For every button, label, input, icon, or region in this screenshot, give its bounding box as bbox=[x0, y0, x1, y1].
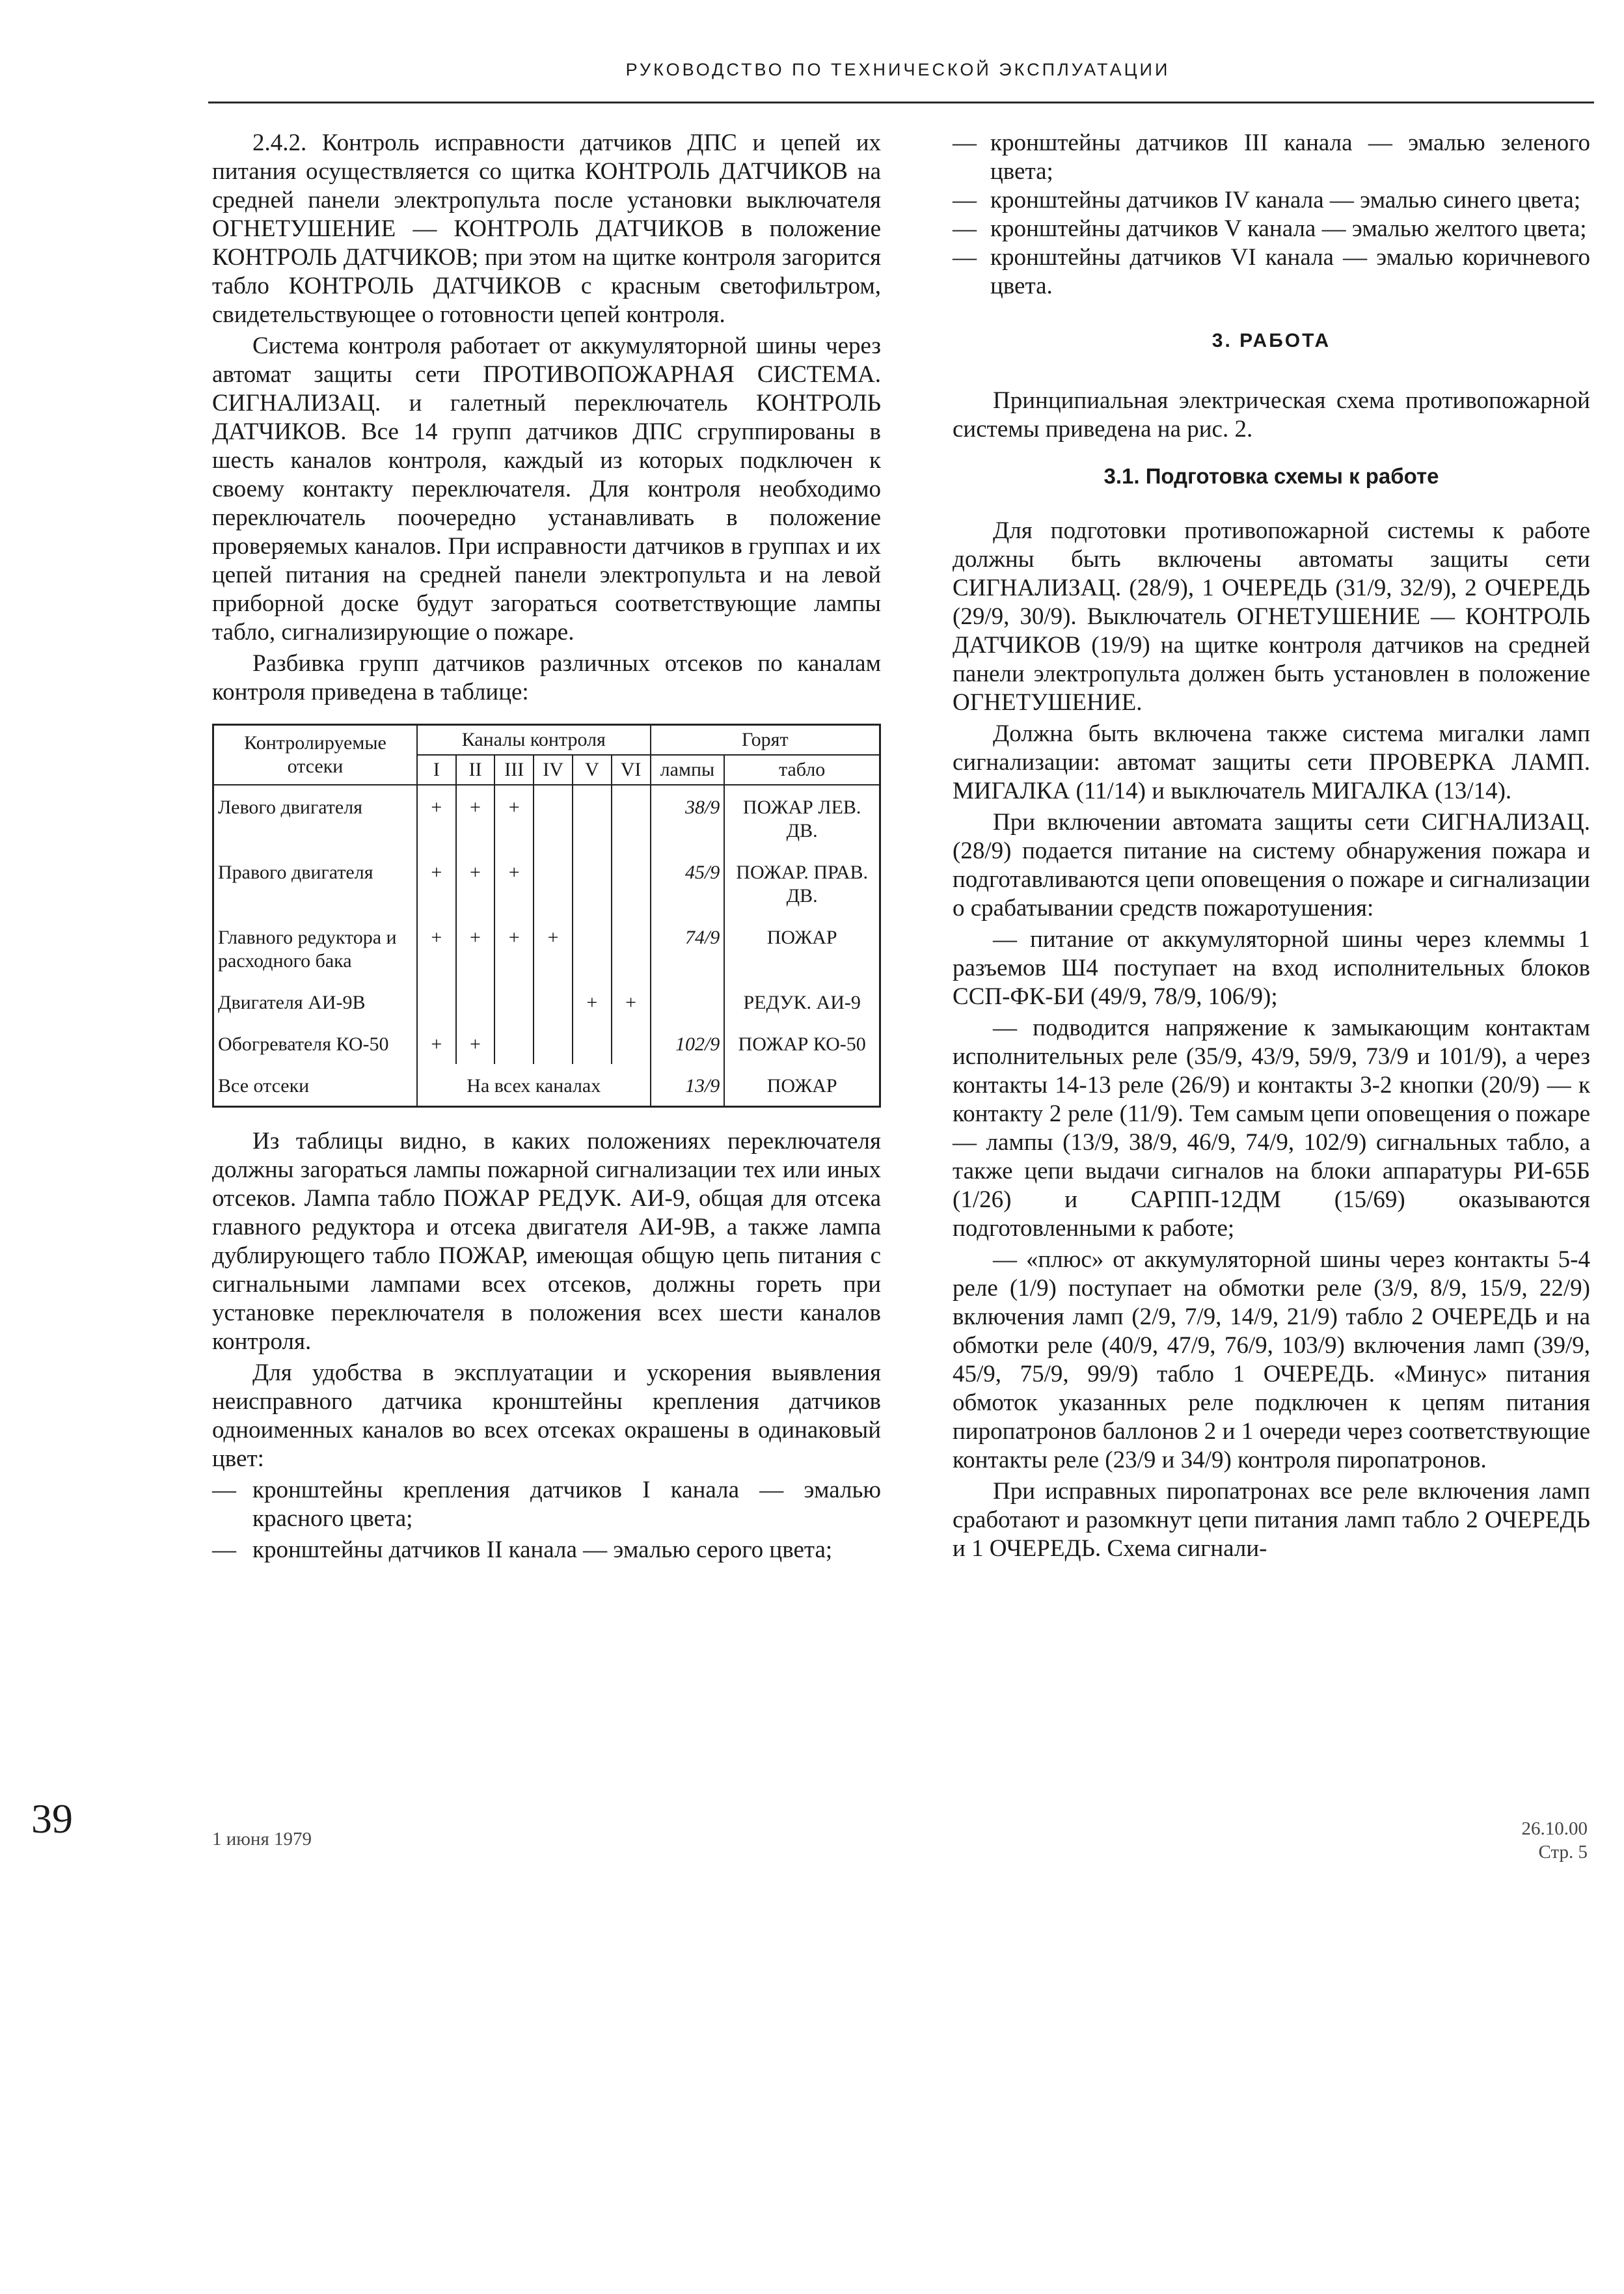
row-mark: + bbox=[494, 785, 534, 851]
row-mark bbox=[573, 916, 612, 981]
paragraph: — «плюс» от аккумуляторной шины через контакты 5-4 реле (1/9) поступает на обмотки реле (3/9, 8/9, 15/9, 22/9) включения ламп (2/9, 7/9, 14/9, 21/9) табло 2 ОЧЕРЕДЬ и на обмотки реле (40/9, 47/9, 76/9, 103/9) включения ламп (39/9, 45/9, 75/9, 99/9) табло 1 ОЧЕРЕДЬ. «Минус» питания обмоток указанных реле подключен к цепям питания пиропатронов баллонов 2 и 1 очереди через соответствующие контакты реле (23/9 и 34/9) контроля пиропатронов. bbox=[953, 1246, 1590, 1473]
row-tablo: ПОЖАР bbox=[724, 916, 880, 981]
row-mark bbox=[494, 1022, 534, 1064]
row-name: Главного редуктора и расходного бака bbox=[213, 916, 418, 981]
row-tablo: ПОЖАР ЛЕВ. ДВ. bbox=[724, 785, 880, 851]
row-mark bbox=[573, 785, 612, 851]
row-mark bbox=[612, 851, 651, 916]
row-mark: + bbox=[456, 851, 495, 916]
row-lamp: 102/9 bbox=[651, 1022, 725, 1064]
row-mark bbox=[534, 1022, 573, 1064]
row-mark bbox=[534, 981, 573, 1022]
dash-item: — кронштейны датчиков V канала — эмалью желтого цвета; bbox=[953, 215, 1590, 243]
paragraph-table-conclusion: Из таблицы видно, в каких положениях переключателя должны загораться лампы пожарной сигнализации тех или иных отсеков. Лампа табло ПОЖАР РЕДУК. АИ-9, общая для отсека главного редуктора и отсека двигателя АИ-9В, а также лампа дублирующего табло ПОЖАР, имеющая общую цепь питания с сигнальными лампами всех отсеков, должны гореть при установке переключателя в положения всех шести каналов контроля. bbox=[212, 1128, 881, 1355]
row-mark bbox=[417, 981, 456, 1022]
section-title: 3. РАБОТА bbox=[1211, 330, 1331, 351]
paragraph: При включении автомата защиты сети СИГНАЛИЗАЦ. (28/9) подается питание на систему обнаружения пожара и подготавливаются цепи оповещения о пожаре и сигнализации о срабатывании средств пожаротушения: bbox=[953, 809, 1590, 922]
row-lamp: 38/9 bbox=[651, 785, 725, 851]
table-row-all bbox=[213, 1064, 880, 1107]
row-tablo: ПОЖАР bbox=[724, 1064, 880, 1107]
section-intro: Принципиальная электрическая схема противопожарной системы приведена на рис. 2. bbox=[953, 387, 1590, 443]
paragraph-bracket-colors: Для удобства в эксплуатации и ускорения выявления неисправного датчика кронштейны крепления датчиков одноименных каналов во всех отсеках окрашены в одинаковый цвет: bbox=[212, 1359, 881, 1472]
dash-item: — кронштейны датчиков VI канала — эмалью коричневого цвета. bbox=[953, 243, 1590, 301]
row-mark bbox=[456, 981, 495, 1022]
paragraph-2-4-2: 2.4.2. Контроль исправности датчиков ДПС и цепей их питания осуществляется со щитка КОНТРОЛЬ ДАТЧИКОВ на средней панели электропульта после установки выключателя ОГНЕТУШЕНИЕ — КОНТРОЛЬ ДАТЧИКОВ в положение КОНТРОЛЬ ДАТЧИКОВ; при этом на щитке контроля загорится табло КОНТРОЛЬ ДАТЧИКОВ с красным светофильтром, свидетельствующее о готовности цепей контроля. bbox=[212, 130, 881, 328]
subsection-title: 3.1. Подготовка схемы к работе bbox=[1103, 464, 1439, 488]
header-rule bbox=[208, 102, 1594, 103]
row-mark bbox=[612, 916, 651, 981]
footer-page-info bbox=[1522, 1817, 1588, 1864]
header-channel-3: III bbox=[494, 755, 534, 785]
paragraph: — питание от аккумуляторной шины через клеммы 1 разъемов Ш4 поступает на вход исполнительных блоков ССП-ФК-БИ (49/9, 78/9, 106/9); bbox=[953, 926, 1590, 1010]
paragraph: При исправных пиропатронах все реле включения ламп сработают и разомкнут цепи питания ламп табло 2 ОЧЕРЕДЬ и 1 ОЧЕРЕДЬ. Схема сигнали- bbox=[953, 1478, 1590, 1562]
row-name: Правого двигателя bbox=[213, 851, 418, 916]
row-name: Левого двигателя bbox=[213, 785, 418, 851]
paragraph: Должна быть включена также система мигалки ламп сигнализации: автомат защиты сети ПРОВЕРКА ЛАМП. МИГАЛКА (11/14) и выключатель МИГАЛКА (13/14). bbox=[953, 720, 1590, 804]
row-mark: + bbox=[494, 851, 534, 916]
paragraph: Для подготовки противопожарной системы к работе должны быть включены автоматы защиты сети СИГНАЛИЗАЦ. (28/9), 1 ОЧЕРЕДЬ (31/9, 32/9), 2 ОЧЕРЕДЬ (29/9, 30/9). Выключатель ОГНЕТУШЕНИЕ — КОНТРОЛЬ ДАТЧИКОВ (19/9) на щитке контроля датчиков на средней панели электропульта должен быть установлен в положение ОГНЕТУШЕНИЕ. bbox=[953, 517, 1590, 716]
row-mark: + bbox=[456, 916, 495, 981]
header-channel-6: VI bbox=[612, 755, 651, 785]
row-mark bbox=[612, 785, 651, 851]
row-all-channels: На всех каналах bbox=[417, 1064, 650, 1107]
table-row bbox=[213, 851, 880, 916]
row-mark: + bbox=[494, 916, 534, 981]
footer-page-number: Стр. 5 bbox=[1538, 1842, 1588, 1863]
row-mark: + bbox=[456, 1022, 495, 1064]
paragraph-table-intro: Разбивка групп датчиков различных отсеков по каналам контроля приведена в таблице: bbox=[212, 650, 881, 705]
table-row bbox=[213, 785, 880, 851]
header-channels: Каналы контроля bbox=[417, 725, 650, 756]
paragraph: — подводится напряжение к замыкающим контактам исполнительных реле (35/9, 43/9, 59/9, 73/9 и 101/9), а через контакты 14-13 реле (26/9) и контакты 3-2 кнопки (20/9) — к контакту 2 реле (11/9). Тем самым цепи оповещения о пожаре — лампы (13/9, 38/9, 46/9, 74/9, 102/9) сигнальных табло, а также цепи выдачи сигналов на блоки аппаратуры РИ-65Б (1/26) и САРПП-12ДМ (15/69) оказываются подготовленными к работе; bbox=[953, 1015, 1590, 1242]
table-row bbox=[213, 981, 880, 1022]
header-tablo: табло bbox=[724, 755, 880, 785]
row-lamp: 45/9 bbox=[651, 851, 725, 916]
header-compartments: Контролируемые отсеки bbox=[213, 725, 418, 785]
row-name: Все отсеки bbox=[213, 1064, 418, 1107]
header-lit: Горят bbox=[651, 725, 880, 756]
left-column bbox=[212, 129, 881, 1567]
row-mark: + bbox=[417, 851, 456, 916]
footer-doc-code: 26.10.00 bbox=[1521, 1818, 1588, 1839]
row-mark bbox=[573, 851, 612, 916]
row-tablo: РЕДУК. АИ-9 bbox=[724, 981, 880, 1022]
row-tablo: ПОЖАР. ПРАВ. ДВ. bbox=[724, 851, 880, 916]
row-mark bbox=[612, 1022, 651, 1064]
row-mark bbox=[573, 1022, 612, 1064]
channel-table bbox=[212, 724, 881, 1108]
row-lamp: 74/9 bbox=[651, 916, 725, 981]
row-name: Двигателя АИ-9В bbox=[213, 981, 418, 1022]
handwritten-page-number: 39 bbox=[31, 1796, 73, 1842]
row-mark: + bbox=[417, 785, 456, 851]
table-row bbox=[213, 1022, 880, 1064]
row-lamp bbox=[651, 981, 725, 1022]
row-lamp: 13/9 bbox=[651, 1064, 725, 1107]
row-name: Обогревателя КО-50 bbox=[213, 1022, 418, 1064]
header-lamps: лампы bbox=[651, 755, 725, 785]
row-mark bbox=[534, 785, 573, 851]
page-header: РУКОВОДСТВО ПО ТЕХНИЧЕСКОЙ ЭКСПЛУАТАЦИИ bbox=[625, 60, 1171, 79]
header-channel-5: V bbox=[573, 755, 612, 785]
row-mark: + bbox=[534, 916, 573, 981]
row-mark: + bbox=[417, 916, 456, 981]
header-channel-4: IV bbox=[534, 755, 573, 785]
row-mark: + bbox=[456, 785, 495, 851]
right-column bbox=[953, 129, 1590, 1566]
row-mark bbox=[534, 851, 573, 916]
row-tablo: ПОЖАР КО-50 bbox=[724, 1022, 880, 1064]
row-mark: + bbox=[573, 981, 612, 1022]
dash-item: — кронштейны датчиков II канала — эмалью серого цвета; bbox=[212, 1536, 881, 1564]
footer-date: 1 июня 1979 bbox=[212, 1829, 312, 1850]
dash-item: — кронштейны датчиков III канала — эмалью зеленого цвета; bbox=[953, 129, 1590, 186]
table-header-row bbox=[213, 725, 880, 756]
row-mark: + bbox=[417, 1022, 456, 1064]
header-channel-2: II bbox=[456, 755, 495, 785]
dash-item: — кронштейны датчиков IV канала — эмалью синего цвета; bbox=[953, 186, 1590, 215]
dash-item: — кронштейны крепления датчиков I канала — эмалью красного цвета; bbox=[212, 1476, 881, 1533]
row-mark bbox=[494, 981, 534, 1022]
row-mark: + bbox=[612, 981, 651, 1022]
table-row bbox=[213, 916, 880, 981]
header-channel-1: I bbox=[417, 755, 456, 785]
paragraph-control-system: Система контроля работает от аккумуляторной шины через автомат защиты сети ПРОТИВОПОЖАРНАЯ СИСТЕМА. СИГНАЛИЗАЦ. и галетный переключатель КОНТРОЛЬ ДАТЧИКОВ. Все 14 групп датчиков ДПС сгруппированы в шесть каналов контроля, каждый из которых подключен к своему контакту переключателя. Для контроля необходимо переключатель поочередно устанавливать в положение проверяемых каналов. При исправности датчиков в группах и их цепей питания на средней панели электропульта и на левой приборной доске будут загораться соответствующие лампы табло, сигнализирующие о пожаре. bbox=[212, 333, 881, 646]
